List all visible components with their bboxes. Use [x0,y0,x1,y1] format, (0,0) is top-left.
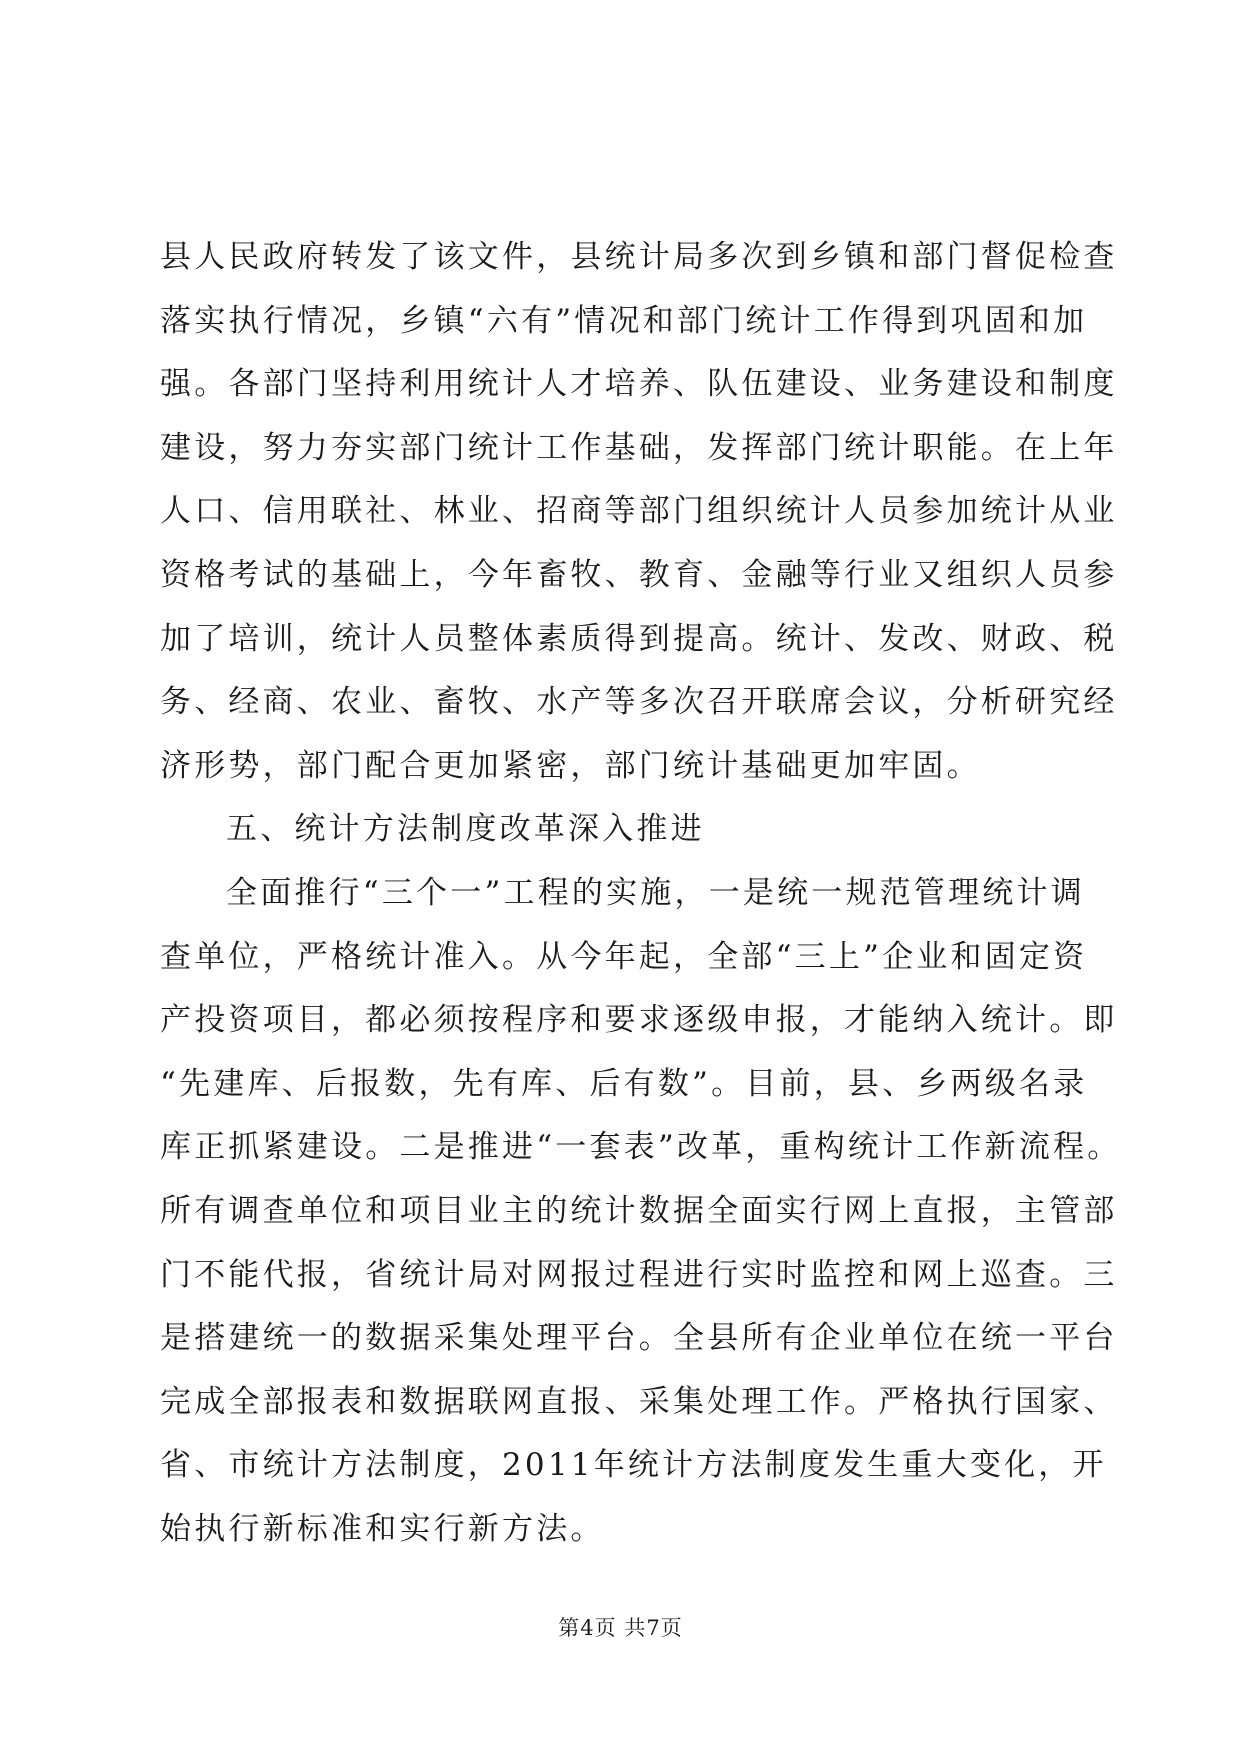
text-line: 所有调查单位和项目业主的统计数据全面实行网上直报，主管部 [160,1192,1118,1229]
text-line: 产投资项目，都必须按程序和要求逐级申报，才能纳入统计。即 [160,1002,1118,1039]
text-line: 加了培训，统计人员整体素质得到提高。统计、发改、财政、税 [160,620,1118,657]
text-line: 库正抓紧建设。二是推进“一套表”改革，重构统计工作新流程。 [160,1129,1122,1166]
text-line: 强。各部门坚持利用统计人才培养、队伍建设、业务建设和制度 [160,366,1118,403]
text-line: 全面推行“三个一”工程的实施，一是统一规范管理统计调 [226,874,1085,911]
text-line: 门不能代报，省统计局对网报过程进行实时监控和网上巡查。三 [160,1256,1118,1293]
text-line: 查单位，严格统计准入。从今年起，全部“三上”企业和固定资 [160,938,1088,975]
text-line: 济形势，部门配合更加紧密，部门统计基础更加牢固。 [160,747,981,784]
document-body [160,226,1122,1561]
text-line: 完成全部报表和数据联网直报、采集处理工作。严格执行国家、 [160,1383,1118,1420]
text-line: 始执行新标准和实行新方法。 [160,1510,605,1547]
text-line: 县人民政府转发了该文件，县统计局多次到乡镇和部门督促检查 [160,239,1118,275]
text-line: 省、市统计方法制度，2011年统计方法制度发生重大变化，开 [160,1447,1107,1484]
section-heading: 五、统计方法制度改革深入推进 [226,811,705,848]
text-line: 建设，努力夯实部门统计工作基础，发挥部门统计职能。在上年 [160,429,1118,466]
text-line: 务、经商、农业、畜牧、水产等多次召开联席会议，分析研究经 [160,684,1118,721]
text-line: 人口、信用联社、林业、招商等部门组织统计人员参加统计从业 [160,493,1118,530]
text-line: 资格考试的基础上，今年畜牧、教育、金融等行业又组织人员参 [160,556,1118,593]
page-number-footer: 第4页 共7页 [558,1616,683,1640]
text-line: “先建库、后报数，先有库、后有数”。目前，县、乡两级名录 [160,1065,1088,1102]
text-line: 落实执行情况，乡镇“六有”情况和部门统计工作得到巩固和加 [160,302,1088,339]
text-line: 是搭建统一的数据采集处理平台。全县所有企业单位在统一平台 [160,1320,1118,1357]
